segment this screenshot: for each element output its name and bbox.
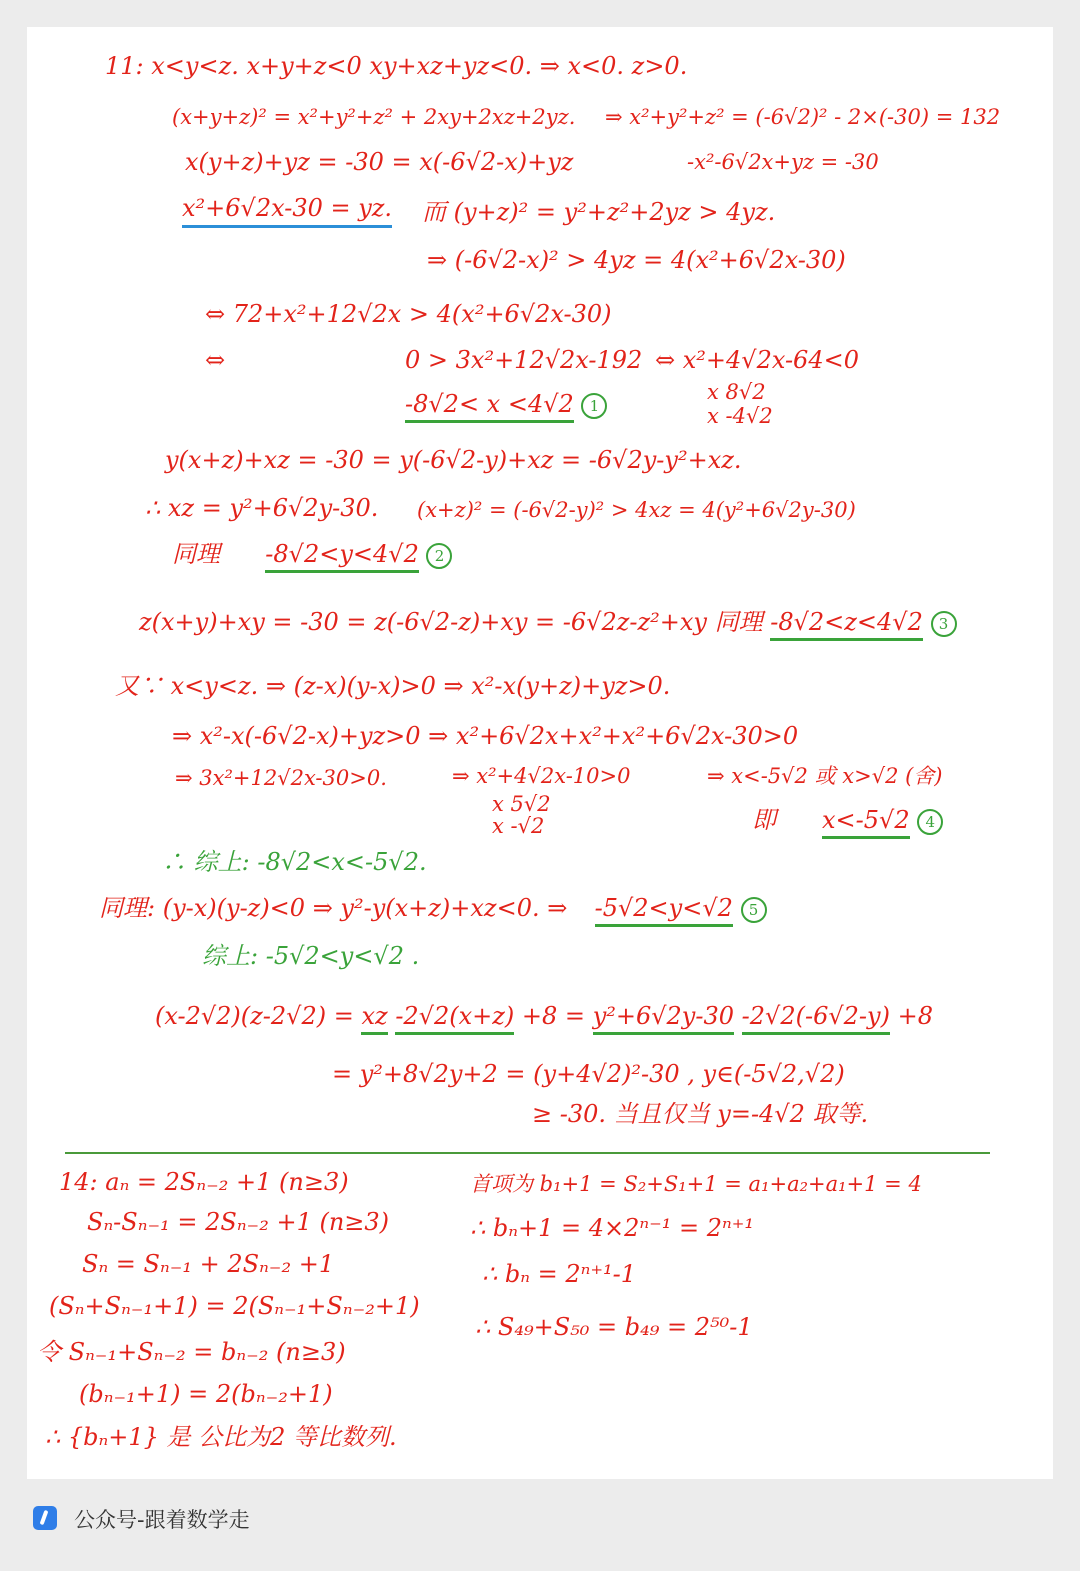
note-line: y(x+z)+xz = -30 = y(-6√2-y)+xz = -6√2y-y²+xz. [165,446,742,474]
note-line: 综上: -5√2<y<√2 . [202,942,420,970]
note-underlined: y²+6√2y-30 [593,1002,734,1035]
note-line: 又∵ x<y<z. ⇒ (z-x)(y-x)>0 ⇒ x²-x(y+z)+yz>0. [115,672,671,700]
note-line: Sₙ = Sₙ₋₁ + 2Sₙ₋₂ +1 [82,1250,335,1278]
note-line [139,607,957,637]
note-line: ∴ 综上: -8√2<x<-5√2. [162,848,427,876]
note-line: 而 (y+z)² = y²+z²+2yz > 4yz. [422,198,776,226]
note-line: ⇒ x²+4√2x-10>0 [452,764,631,788]
note-line: ⇔ x²+4√2x-64<0 [655,346,859,374]
note-line: 0 > 3x²+12√2x-192 [405,346,643,374]
note-line: (x+z)² = (-6√2-y)² > 4xz = 4(y²+6√2y-30) [417,498,856,522]
note-line: x(y+z)+yz = -30 = x(-6√2-x)+yz [185,148,574,176]
note-line-underlined: x²+6√2x-30 = yz. [182,193,392,228]
note-line: ⇒ (-6√2-x)² > 4yz = 4(x²+6√2x-30) [427,246,846,274]
circle-mark: 3 [931,611,957,637]
note-line: ∴ {bₙ+1} 是 公比为2 等比数列. [45,1423,397,1451]
note-line: ⇔ [205,346,226,374]
circle-mark: 2 [426,543,452,569]
note-line: ⇔ 72+x²+12√2x > 4(x²+6√2x-30) [205,300,612,328]
note-text: +8 [897,1002,933,1030]
note-line: x 5√2 [492,792,551,816]
note-line [155,1001,933,1031]
note-line: 即 [752,806,776,834]
note-line: (Sₙ+Sₙ₋₁+1) = 2(Sₙ₋₁+Sₙ₋₂+1) [49,1292,420,1320]
circle-mark: 5 [741,897,767,923]
note-line: ⇒ x<-5√2 或 x>√2 (舍) [707,764,943,788]
note-line: (bₙ₋₁+1) = 2(bₙ₋₂+1) [79,1380,333,1408]
circle-mark: 4 [917,809,943,835]
note-line [405,389,607,419]
note-line: Sₙ-Sₙ₋₁ = 2Sₙ₋₂ +1 (n≥3) [87,1208,390,1236]
note-line: 首项为 b₁+1 = S₂+S₁+1 = a₁+a₂+a₁+1 = 4 [470,1172,922,1196]
note-line: x -4√2 [707,404,773,428]
section-divider [65,1152,990,1154]
note-underlined: -8√2<z<4√2 [770,608,923,641]
note-line: ⇒ x²+y²+z² = (-6√2)² - 2×(-30) = 132 [605,105,1001,129]
note-underlined: -8√2< x <4√2 [405,390,574,423]
note-line: ∴ bₙ+1 = 4×2ⁿ⁻¹ = 2ⁿ⁺¹ [470,1214,755,1242]
note-underlined: -2√2(-6√2-y) [742,1002,890,1035]
note-underlined: -8√2<y<4√2 [265,540,419,573]
note-line: ≥ -30. 当且仅当 y=-4√2 取等. [532,1100,869,1128]
note-line: x -√2 [492,814,545,838]
note-line: ∴ bₙ = 2ⁿ⁺¹-1 [482,1260,637,1288]
note-underlined: -5√2<y<√2 [595,894,733,927]
note-line: ⇒ x²-x(-6√2-x)+yz>0 ⇒ x²+6√2x+x²+x²+6√2x-30>0 [172,722,799,750]
note-text: 同理: (y-x)(y-z)<0 ⇒ y²-y(x+z)+xz<0. ⇒ [99,894,568,922]
note-line: ⇒ 3x²+12√2x-30>0. [175,766,387,790]
note-line [172,539,452,569]
handwritten-page [27,27,1053,1479]
note-text: 同理 [172,540,220,568]
note-line: -x²-6√2x+yz = -30 [687,150,879,174]
note-line: ∴ S₄₉+S₅₀ = b₄₉ = 2⁵⁰-1 [475,1313,753,1341]
note-line [99,893,767,923]
note-text: (x-2√2)(z-2√2) = [155,1002,354,1030]
note-line: x 8√2 [707,380,766,404]
note-line: 14: aₙ = 2Sₙ₋₂ +1 (n≥3) [59,1168,349,1196]
note-underlined: xz [361,1002,387,1035]
note-line: 11: x<y<z. x+y+z<0 xy+xz+yz<0. ⇒ x<0. z>0. [105,52,688,80]
note-line: (x+y+z)² = x²+y²+z² + 2xy+2xz+2yz. [172,105,576,129]
note-text: +8 = [521,1002,586,1030]
note-underlined: x<-5√2 [822,806,910,839]
wechat-article-icon [33,1506,57,1530]
note-line: 令 Sₙ₋₁+Sₙ₋₂ = bₙ₋₂ (n≥3) [37,1338,346,1366]
note-line [822,805,943,835]
circle-mark: 1 [581,393,607,419]
note-line: ∴ xz = y²+6√2y-30. [145,494,379,522]
footer-account-name[interactable]: 公众号-跟着数学走 [74,1508,250,1532]
note-line: = y²+8√2y+2 = (y+4√2)²-30 , y∈(-5√2,√2) [332,1060,845,1088]
note-underlined: -2√2(x+z) [395,1002,514,1035]
footer-bar [0,1490,1080,1550]
note-text: z(x+y)+xy = -30 = z(-6√2-z)+xy = -6√2z-z²+xy 同理 [139,608,763,636]
